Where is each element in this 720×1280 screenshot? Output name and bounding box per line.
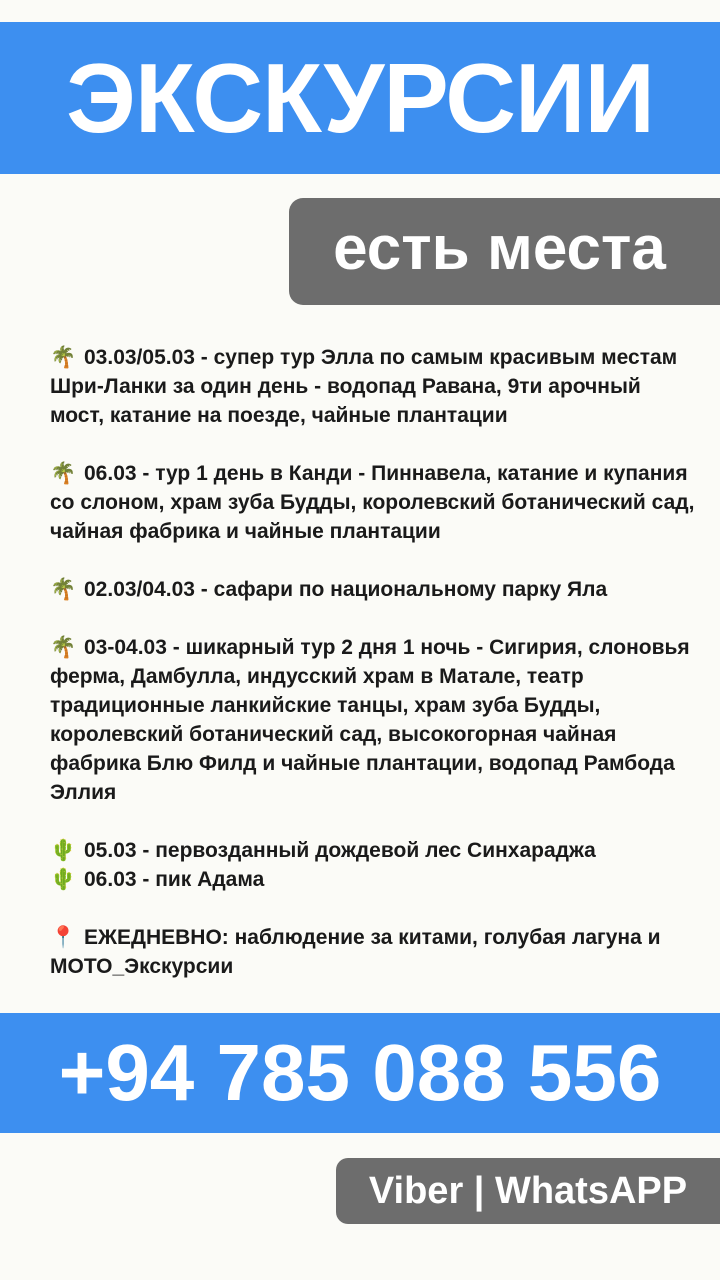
palm-tree-icon: 🌴	[50, 346, 77, 369]
tour-item	[50, 633, 700, 807]
tour-item	[50, 575, 700, 604]
palm-tree-icon: 🌴	[50, 636, 77, 659]
availability-text: есть места	[333, 213, 666, 283]
tour-text: ЕЖЕДНЕВНО: наблюдение за китами, голубая лагуна и МОТО_Экскурсии	[50, 926, 661, 978]
tour-text: 05.03 - первозданный дождевой лес Синхараджа	[84, 839, 596, 862]
tour-item	[50, 459, 700, 546]
title-banner	[0, 22, 720, 174]
page-title: ЭКСКУРСИИ	[66, 43, 654, 153]
tour-text: 06.03 - пик Адама	[84, 868, 265, 891]
tour-text: 03-04.03 - шикарный тур 2 дня 1 ночь - Сигирия, слоновья ферма, Дамбулла, индусский храм в Матале, театр традиционные ланкийские танцы, храм зуба Будды, королевский ботанический сад, высокогорная чайная фабрика Блю Филд и чайные плантации, водопад Рамбода Эллия	[50, 636, 690, 804]
messenger-badge	[336, 1158, 720, 1224]
tour-item	[50, 343, 700, 430]
tour-item	[50, 923, 700, 981]
tour-item	[50, 836, 700, 865]
palm-tree-icon: 🌴	[50, 462, 77, 485]
messenger-text: Viber | WhatsAPP	[368, 1170, 688, 1212]
tour-list	[50, 343, 700, 1010]
pin-icon: 📍	[50, 926, 77, 949]
phone-number[interactable]: +94 785 088 556	[58, 1028, 662, 1117]
tour-text: 02.03/04.03 - сафари по национальному парку Яла	[84, 578, 608, 601]
tour-text: 03.03/05.03 - супер тур Элла по самым красивым местам Шри-Ланки за один день - водопад Равана, 9ти арочный мост, катание на поезде, чайные плантации	[50, 346, 678, 427]
phone-banner	[0, 1013, 720, 1133]
tour-text: 06.03 - тур 1 день в Канди - Пиннавела, катание и купания со слоном, храм зуба Будды, королевский ботанический сад, чайная фабрика и чайные плантации	[50, 462, 695, 543]
cactus-icon: 🌵	[50, 868, 77, 891]
cactus-icon: 🌵	[50, 839, 77, 862]
availability-badge	[289, 198, 720, 305]
palm-tree-icon: 🌴	[50, 578, 77, 601]
tour-item	[50, 865, 700, 894]
